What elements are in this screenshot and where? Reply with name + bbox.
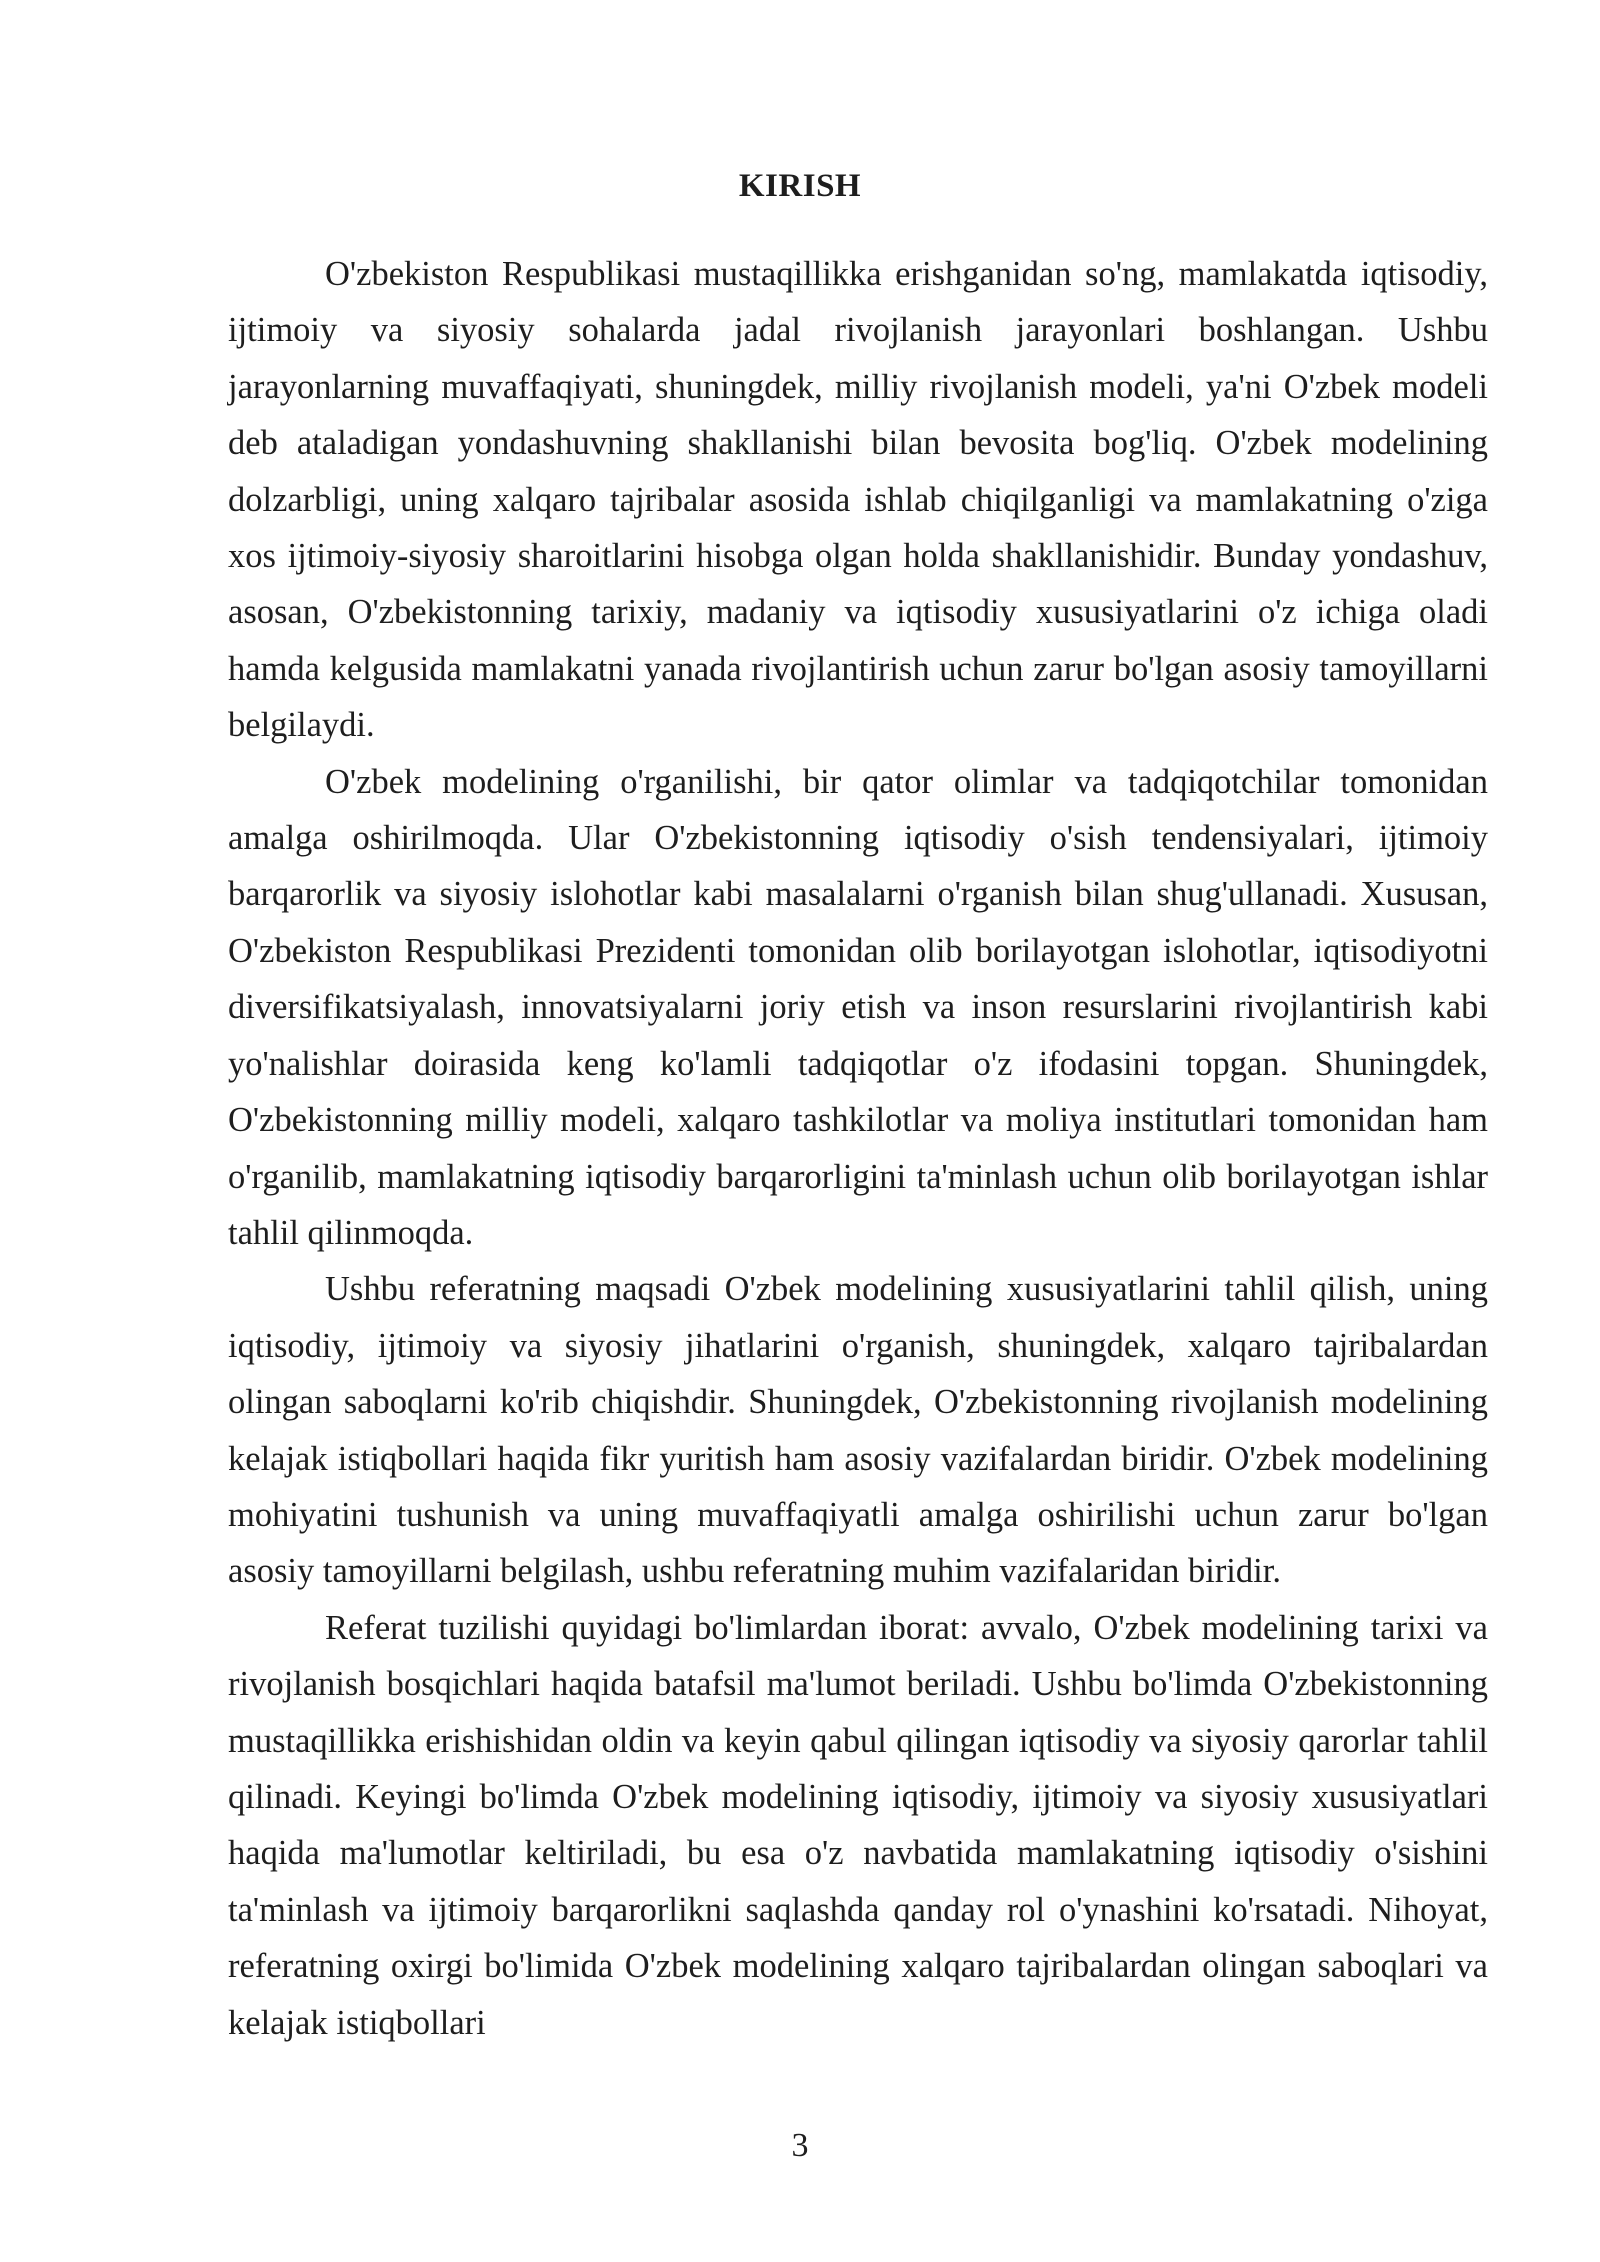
paragraph-2: O'zbek modelining o'rganilishi, bir qator olimlar va tadqiqotchilar tomonidan amalga oshirilmoqda. Ular O'zbekistonning iqtisodiy o'sish tendensiyalari, ijtimoiy barqarorlik va siyosiy islohotlar kabi masalalarni o'rganish bilan shug'ullanadi. Xususan, O'zbekiston Respublikasi Prezidenti tomonidan olib borilayotgan islohotlar, iqtisodiyotni diversifikatsiyalash, innovatsiyalarni joriy etish va inson resurslarini rivojlantirish kabi yo'nalishlar doirasida keng ko'lamli tadqiqotlar o'z ifodasini topgan. Shuningdek, O'zbekistonning milliy modeli, xalqaro tashkilotlar va moliya institutlari tomonidan ham o'rganilib, mamlakatning iqtisodiy barqarorligini ta'minlash uchun olib borilayotgan ishlar tahlil qilinmoqda.: [228, 762, 1488, 1252]
body-text: [228, 246, 1488, 2051]
paragraph-3: Ushbu referatning maqsadi O'zbek modelining xususiyatlarini tahlil qilish, uning iqtisodiy, ijtimoiy va siyosiy jihatlarini o'rganish, shuningdek, xalqaro tajribalardan olingan saboqlarni ko'rib chiqishdir. Shuningdek, O'zbekistonning rivojlanish modelining kelajak istiqbollari haqida fikr yuritish ham asosiy vazifalardan biridir. O'zbek modelining mohiyatini tushunish va uning muvaffaqiyatli amalga oshirilishi uchun zarur bo'lgan asosiy tamoyillarni belgilash, ushbu referatning muhim vazifalaridan biridir.: [228, 1270, 1488, 1591]
section-title: KIRISH: [738, 168, 862, 204]
paragraph-1: O'zbekiston Respublikasi mustaqillikka erishganidan so'ng, mamlakatda iqtisodiy, ijtimoiy va siyosiy sohalarda jadal rivojlanish jarayonlari boshlangan. Ushbu jarayonlarning muvaffaqiyati, shuningdek, milliy rivojlanish modeli, ya'ni O'zbek modeli deb ataladigan yondashuvning shakllanishi bilan bevosita bog'liq. O'zbek modelining dolzarbligi, uning xalqaro tajribalar asosida ishlab chiqilganligi va mamlakatning o'ziga xos ijtimoiy-siyosiy sharoitlarini hisobga olgan holda shakllanishidir. Bunday yondashuv, asosan, O'zbekistonning tarixiy, madaniy va iqtisodiy xususiyatlarini o'z ichiga oladi hamda kelgusida mamlakatni yanada rivojlantirish uchun zarur bo'lgan asosiy tamoyillarni belgilaydi.: [228, 255, 1488, 745]
page-number: 3: [791, 2127, 809, 2164]
paragraph-4: Referat tuzilishi quyidagi bo'limlardan iborat: avvalo, O'zbek modelining tarixi va rivojlanish bosqichlari haqida batafsil ma'lumot beriladi. Ushbu bo'limda O'zbekistonning mustaqillikka erishishidan oldin va keyin qabul qilingan iqtisodiy va siyosiy qarorlar tahlil qilinadi. Keyingi bo'limda O'zbek modelining iqtisodiy, ijtimoiy va siyosiy xususiyatlari haqida ma'lumotlar keltiriladi, bu esa o'z navbatida mamlakatning iqtisodiy o'sishini ta'minlash va ijtimoiy barqarorlikni saqlashda qanday rol o'ynashini ko'rsatadi. Nihoyat, referatning oxirgi bo'limida O'zbek modelining xalqaro tajribalardan olingan saboqlari va kelajak istiqbollari: [228, 1608, 1488, 2042]
